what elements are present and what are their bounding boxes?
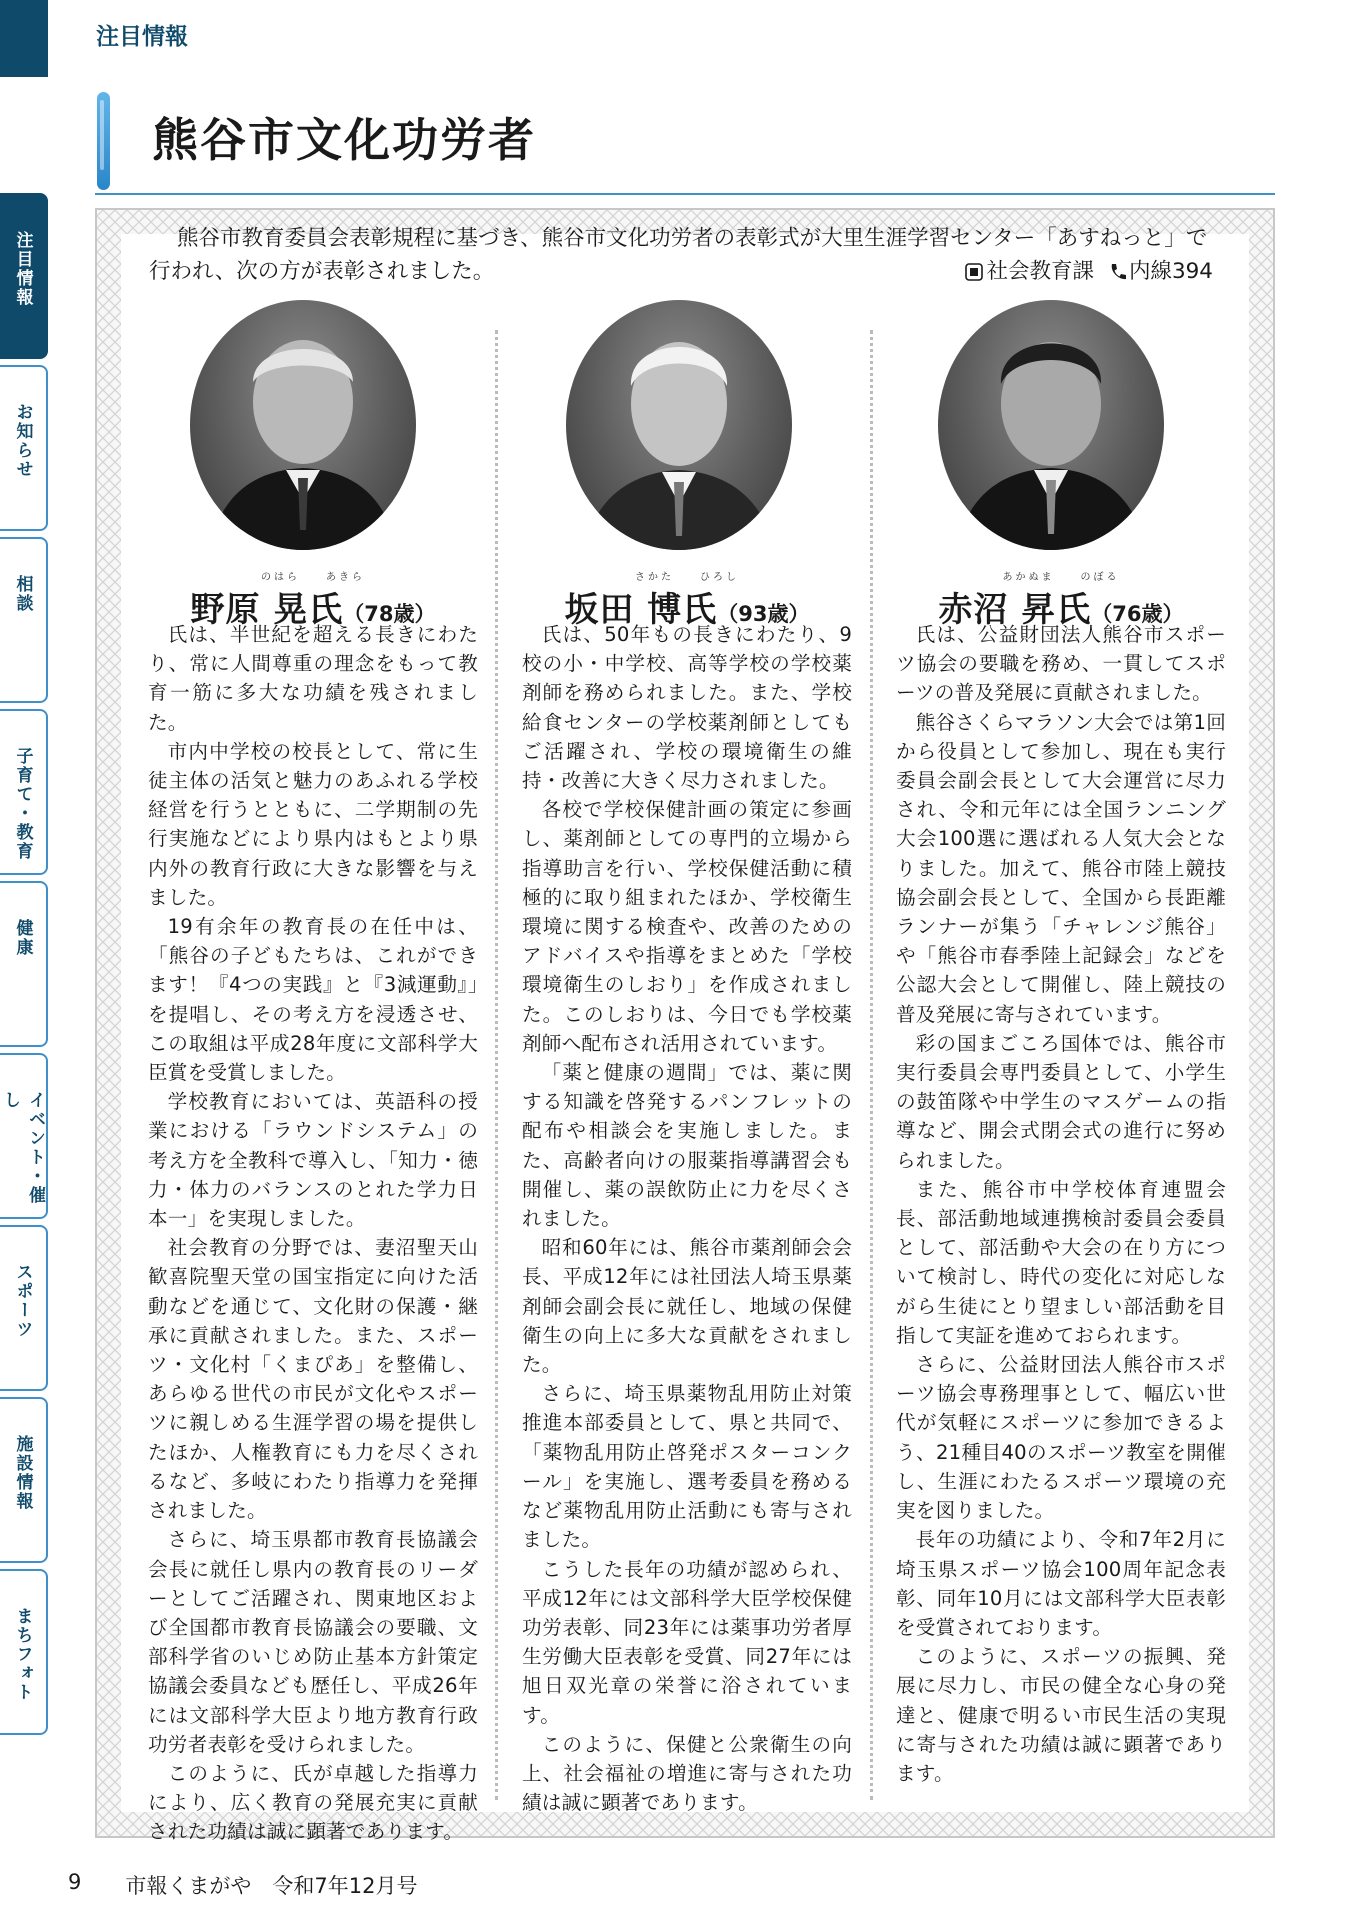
bio-paragraph: 氏は、50年もの長きにわたり、9校の小・中学校、高等学校の学校薬剤師を務められました。また、学校給食センターの学校薬剤師としてもご活躍され、学校の環境衛生の維持・改善に大きく尽力されました。 [522, 623, 852, 793]
name-reading [148, 568, 478, 582]
bio-paragraph: 彩の国まごころ国体では、熊谷市実行委員会専門委員として、小学生の鼓笛隊や中学生のマスゲームの指導など、開会式閉会式の進行に努められました。 [896, 1031, 1226, 1172]
bio-paragraph: さらに、埼玉県薬物乱用防止対策推進本部委員として、県と共同で、「薬物乱用防止啓発ポスターコンクール」を実施し、選考委員を務めるなど薬物乱用防止活動にも寄与されました。 [522, 1382, 852, 1552]
phone-contact [1108, 255, 1213, 288]
contact-info [965, 255, 1213, 288]
honoree-age: （76歳） [1091, 602, 1184, 626]
sidebar-tab-childcare[interactable] [0, 709, 48, 875]
bio-paragraph: 学校教育においては、英語科の授業における「ラウンドシステム」の考え方を全教科で導入し、「知力・徳力・体力のバランスのとれた学力日本一」を実現しました。 [148, 1090, 478, 1231]
sidebar-tab-label: 相談 [12, 575, 33, 613]
page-title: 熊谷市文化功労者 [152, 113, 536, 167]
bio-paragraph: このように、氏が卓越した指導力により、広く教育の発展充実に貢献された功績は誠に顕著であります。 [148, 1761, 478, 1844]
portrait-photo [190, 300, 416, 550]
bio-paragraph: こうした長年の功績が認められ、平成12年には文部科学大臣学校保健功労表彰、同23年には薬事功労者厚生労働大臣表彰を受賞、同27年には旭日双光章の栄誉に浴されています。 [522, 1557, 852, 1727]
sidebar-tab-consultation[interactable] [0, 537, 48, 703]
phone-extension: 内線394 [1128, 259, 1213, 284]
phone-icon [1108, 262, 1126, 282]
bio-paragraph: このように、スポーツの振興、発展に尽力し、市民の健全な心身の発達と、健康で明るい市民生活の実現に寄与された功績は誠に顕著であります。 [896, 1645, 1226, 1785]
bio-paragraph: 長年の功績により、令和7年2月に埼玉県スポーツ協会100周年記念表彰、同年10月には文部科学大臣表彰を受賞されております。 [896, 1528, 1226, 1639]
sidebar-tab-featured[interactable] [0, 193, 48, 359]
person-silhouette [566, 300, 792, 550]
reading-family: さかた [635, 572, 674, 583]
sidebar-top-block [0, 0, 48, 77]
honoree-name: 野原 晃氏 [190, 590, 344, 630]
person-silhouette [190, 300, 416, 550]
sidebar-tab-health[interactable] [0, 881, 48, 1047]
bio-paragraph: 昭和60年には、熊谷市薬剤師会会長、平成12年には社団法人埼玉県薬剤師会副会長に就任し、地域の保健衛生の向上に多大な貢献をされました。 [522, 1236, 852, 1377]
sidebar-tab-news[interactable] [0, 365, 48, 531]
honoree-age: （78歳） [343, 602, 436, 626]
sidebar-tab-label: 子育て・教育 [12, 747, 33, 861]
bio-paragraph: 19有余年の教育長の在任中は、「熊谷の子どもたちは、これができます！『4つの実践』と『3減運動』」を提唱し、その考え方を浸透させ、この取組は平成28年度に文部科学大臣賞を受賞しました。 [148, 915, 478, 1085]
person-silhouette [938, 300, 1164, 550]
sidebar-tab-label: まちフォト [12, 1607, 33, 1702]
bio-paragraph: 各校で学校保健計画の策定に参画し、薬剤師としての専門的立場から指導助言を行い、学校保健活動に積極的に取り組まれたほか、学校衛生環境に関する検査や、改善のためのアドバイスや指導をまとめた「学校環境衛生のしおり」を作成されました。このしおりは、今日でも学校薬剤師へ配布され活用されています。 [522, 798, 852, 1055]
bio-paragraph: 「薬と健康の週間」では、薬に関する知識を啓発するパンフレットの配布や相談会を実施しました。また、高齢者向けの服薬指導講習会も開催し、薬の誤飲防止に力を尽くされました。 [522, 1061, 852, 1231]
page-number: 9 [68, 1870, 82, 1894]
page-footer [68, 1870, 417, 1900]
bio-paragraph: 市内中学校の校長として、常に生徒主体の活気と魅力のあふれる学校経営を行うとともに、二学期制の先行実施などにより県内はもとより県内外の教育行政に大きな影響を与えました。 [148, 739, 478, 909]
honoree-name: 赤沼 昇氏 [938, 590, 1092, 630]
reading-family: あかぬま [1002, 572, 1055, 583]
sidebar-tab-town-photo[interactable] [0, 1569, 48, 1735]
honoree-bio [896, 620, 1226, 1788]
reading-given: のぼる [1080, 572, 1120, 583]
sidebar-tab-facilities[interactable] [0, 1397, 48, 1563]
department-icon [965, 263, 983, 281]
sidebar-tab-label: 健康 [12, 919, 33, 957]
department-name: 社会教育課 [986, 259, 1094, 284]
intro-text: 熊谷市教育委員会表彰規程に基づき、熊谷市文化功労者の表彰式が大里生涯学習センター「あすねっと」で行われ、次の方が表彰されました。 [149, 226, 1208, 284]
sidebar-tab-label: お知らせ [12, 403, 33, 479]
publication-name: 市報くまがや 令和7年12月号 [125, 1874, 418, 1898]
bio-paragraph: さらに、埼玉県都市教育長協議会会長に就任し県内の教育長のリーダーとしてご活躍され、関東地区および全国都市教育長協議会の要職、文部科学省のいじめ防止基本方針策定協議会委員なども歴任し、平成26年には文部科学大臣より地方教育行政功労者表彰を受けられました。 [148, 1528, 478, 1756]
honoree-bio [522, 620, 852, 1817]
sidebar-tab-label: スポーツ [12, 1263, 33, 1339]
name-reading [522, 568, 852, 582]
sidebar-tab-events[interactable] [0, 1053, 48, 1219]
title-accent-bar [97, 92, 110, 190]
sidebar-tab-label: 施設情報 [12, 1435, 33, 1511]
title-underline [95, 193, 1275, 195]
sidebar-tab-label: イベント・催し [0, 1091, 45, 1205]
sidebar-tab-sports[interactable] [0, 1225, 48, 1391]
bio-paragraph: 熊谷さくらマラソン大会では第1回から役員として参加し、現在も実行委員会副会長として大会運営に尽力され、令和元年には全国ランニング大会100選に選ばれる人気大会となりました。加えて、熊谷市陸上競技協会副会長として、全国から長距離ランナーが集う「チャレンジ熊谷」や「熊谷市春季陸上記録会」などを公認大会として開催し、陸上競技の普及発展に寄与されています。 [896, 710, 1226, 1026]
column-divider [495, 330, 498, 1800]
bio-paragraph: 社会教育の分野では、妻沼聖天山歓喜院聖天堂の国宝指定に向けた活動などを通じて、文化財の保護・継承に貢献されました。また、スポーツ・文化村「くまぴあ」を整備し、あらゆる世代の市民が文化やスポーツに親しめる生涯学習の場を提供したほか、人権教育にも力を尽くされるなど、多岐にわたり指導力を発揮されました。 [148, 1236, 478, 1523]
bio-paragraph: 氏は、公益財団法人熊谷市スポーツ協会の要職を務め、一貫してスポーツの普及発展に貢献されました。 [896, 623, 1226, 705]
section-label: 注目情報 [96, 24, 188, 50]
honoree-age: （93歳） [717, 602, 810, 626]
reading-family: のはら [261, 572, 300, 583]
name-reading [896, 568, 1226, 582]
sidebar-tab-label: 注目情報 [12, 231, 33, 307]
column-divider [870, 330, 873, 1800]
department-contact [965, 255, 1094, 288]
honoree-bio [148, 620, 478, 1847]
reading-given: あきら [326, 572, 365, 583]
reading-given: ひろし [700, 572, 739, 583]
bio-paragraph: さらに、公益財団法人熊谷市スポーツ協会専務理事として、幅広い世代が気軽にスポーツに参加できるよう、21種目40のスポーツ教室を開催し、生涯にわたるスポーツ環境の充実を図りました。 [896, 1353, 1226, 1523]
bio-paragraph: 氏は、半世紀を超える長きにわたり、常に人間尊重の理念をもって教育一筋に多大な功績を残されました。 [148, 623, 478, 734]
bio-paragraph: また、熊谷市中学校体育連盟会長、部活動地域連携検討委員会委員として、部活動や大会の在り方について検討し、時代の変化に対応しながら生徒にとり望ましい部活動を目指して実証を進めておられます。 [896, 1177, 1226, 1347]
bio-paragraph: このように、保健と公衆衛生の向上、社会福祉の増進に寄与された功績は誠に顕著であります。 [522, 1732, 852, 1815]
honoree-name: 坂田 博氏 [564, 590, 718, 630]
portrait-photo [566, 300, 792, 550]
portrait-photo [938, 300, 1164, 550]
